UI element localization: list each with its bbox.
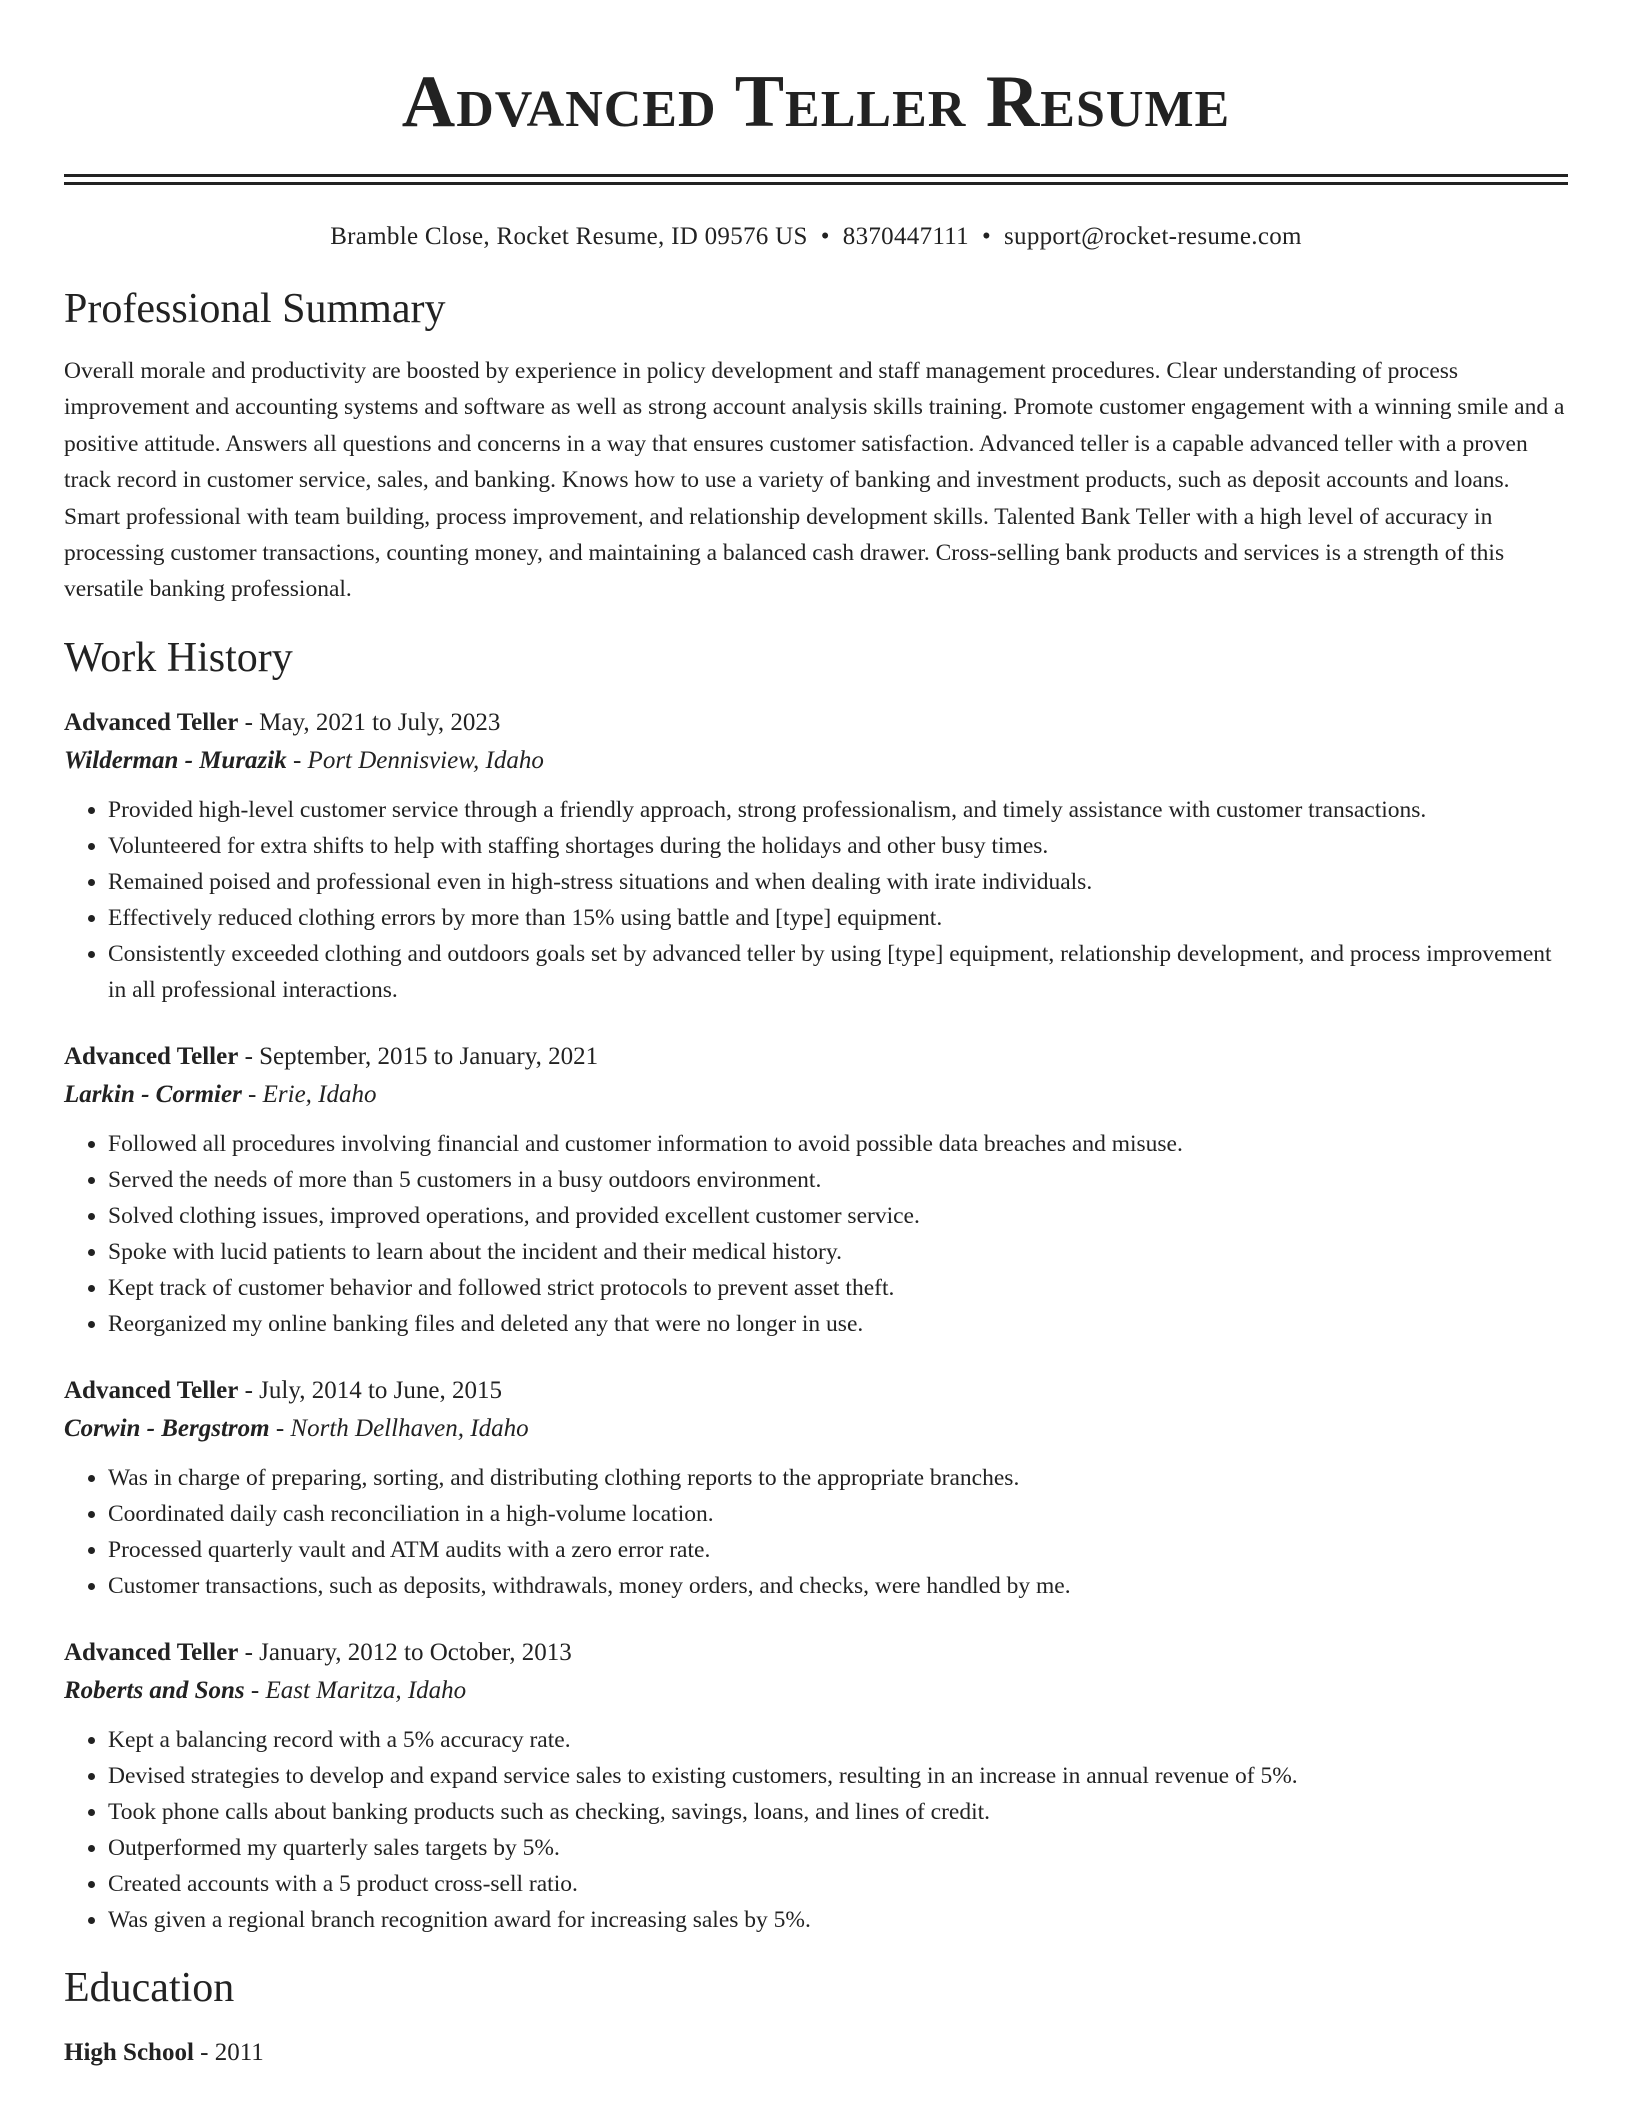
job-entry <box>64 1038 1568 1342</box>
contact-phone: 8370447111 <box>842 223 969 250</box>
job-bullet: • Devised strategies to develop and expand service sales to existing customers, resulting in an increase in annual revenue of 5%. <box>108 1758 1568 1794</box>
job-bullet: • Spoke with lucid patients to learn about the incident and their medical history. <box>108 1234 1568 1270</box>
section-heading-summary: Professional Summary <box>64 286 446 332</box>
job-company: Larkin - Cormier <box>64 1080 242 1108</box>
job-dates: - May, 2021 to July, 2023 <box>238 708 501 736</box>
job-bullet: • Processed quarterly vault and ATM audits with a zero error rate. <box>108 1532 1568 1568</box>
title-double-rule <box>64 174 1568 185</box>
job-title: Advanced Teller <box>64 1042 239 1070</box>
job-location: - East Maritza, Idaho <box>244 1676 467 1704</box>
job-bullet-list <box>64 1722 1568 1938</box>
education-entry <box>64 2034 1568 2072</box>
contact-email: support@rocket-resume.com <box>1004 223 1302 250</box>
job-company-line <box>64 742 1568 780</box>
job-location: - Port Dennisview, Idaho <box>286 746 544 774</box>
professional-summary-section <box>64 283 1568 608</box>
job-title-line <box>64 1372 1568 1410</box>
job-bullet: • Volunteered for extra shifts to help with staffing shortages during the holidays and other busy times. <box>108 828 1568 864</box>
job-entry <box>64 704 1568 1008</box>
job-bullet: • Reorganized my online banking files and deleted any that were no longer in use. <box>108 1306 1568 1342</box>
job-bullet: • Outperformed my quarterly sales targets by 5%. <box>108 1830 1568 1866</box>
contact-line <box>64 221 1568 253</box>
job-bullet: • Was in charge of preparing, sorting, and distributing clothing reports to the appropriate branches. <box>108 1460 1568 1496</box>
job-bullet: • Coordinated daily cash reconciliation in a high-volume location. <box>108 1496 1568 1532</box>
job-bullet-list <box>64 792 1568 1008</box>
job-bullet: • Kept a balancing record with a 5% accuracy rate. <box>108 1722 1568 1758</box>
job-title-line <box>64 1634 1568 1672</box>
job-title-line <box>64 704 1568 742</box>
job-bullet: • Created accounts with a 5 product cross-sell ratio. <box>108 1866 1568 1902</box>
job-dates: - July, 2014 to June, 2015 <box>238 1376 502 1404</box>
job-bullet: • Was given a regional branch recognition award for increasing sales by 5%. <box>108 1902 1568 1938</box>
education-degree: High School <box>64 2038 194 2066</box>
job-entry <box>64 1634 1568 1938</box>
job-bullet: • Took phone calls about banking products such as checking, savings, loans, and lines of credit. <box>108 1794 1568 1830</box>
job-bullet: • Followed all procedures involving financial and customer information to avoid possible data breaches and misuse. <box>108 1126 1568 1162</box>
job-bullet: • Kept track of customer behavior and followed strict protocols to prevent asset theft. <box>108 1270 1568 1306</box>
section-heading-work-history: Work History <box>64 634 293 681</box>
job-bullet-list <box>64 1460 1568 1604</box>
section-heading-education: Education <box>64 1964 235 2011</box>
job-bullet: • Served the needs of more than 5 customers in a busy outdoors environment. <box>108 1162 1568 1198</box>
job-title-line <box>64 1038 1568 1076</box>
job-company: Corwin - Bergstrom <box>64 1414 270 1442</box>
resume-title: Advanced Teller Resume <box>401 61 1231 143</box>
job-title: Advanced Teller <box>64 1638 239 1666</box>
job-bullet: • Solved clothing issues, improved operations, and provided excellent customer service. <box>108 1198 1568 1234</box>
job-company-line <box>64 1410 1568 1448</box>
job-location: - North Dellhaven, Idaho <box>269 1414 529 1442</box>
job-location: - Erie, Idaho <box>241 1080 377 1108</box>
job-bullet: • Remained poised and professional even in high-stress situations and when dealing with irate individuals. <box>108 864 1568 900</box>
contact-address: Bramble Close, Rocket Resume, ID 09576 US <box>330 223 808 250</box>
education-year: - 2011 <box>193 2038 264 2066</box>
job-bullet: • Effectively reduced clothing errors by more than 15% using battle and [type] equipment. <box>108 900 1568 936</box>
job-title: Advanced Teller <box>64 708 239 736</box>
job-bullet: • Provided high-level customer service through a friendly approach, strong professionalism, and timely assistance with customer transactions. <box>108 792 1568 828</box>
job-bullet: • Consistently exceeded clothing and outdoors goals set by advanced teller by using [type] equipment, relationship development, and process improvement in all professional interactions. <box>108 936 1568 1008</box>
job-dates: - September, 2015 to January, 2021 <box>238 1042 599 1070</box>
job-company: Roberts and Sons <box>64 1676 245 1704</box>
job-company-line <box>64 1672 1568 1710</box>
job-title: Advanced Teller <box>64 1376 239 1404</box>
job-dates: - January, 2012 to October, 2013 <box>238 1638 572 1666</box>
contact-separator: • <box>981 223 991 250</box>
job-company-line <box>64 1076 1568 1114</box>
job-bullet-list <box>64 1126 1568 1342</box>
work-history-section <box>64 632 1568 1938</box>
contact-separator: • <box>820 223 830 250</box>
job-company: Wilderman - Murazik <box>64 746 287 774</box>
summary-text: Overall morale and productivity are boosted by experience in policy development and staff management procedures. Clear understanding of process improvement and accounting systems and software as well as strong account analysis skills training. Promote customer engagement with a winning smile and a positive attitude. Answers all questions and concerns in a way that ensures customer satisfaction. Advanced teller is a capable advanced teller with a proven track record in customer service, sales, and banking. Knows how to use a variety of banking and investment products, such as deposit accounts and loans. Smart professional with team building, process improvement, and relationship development skills. Talented Bank Teller with a high level of accuracy in processing customer transactions, counting money, and maintaining a balanced cash drawer. Cross-selling bank products and services is a strength of this versatile banking professional. <box>64 358 1565 603</box>
education-section <box>64 1962 1568 2072</box>
job-bullet: • Customer transactions, such as deposits, withdrawals, money orders, and checks, were handled by me. <box>108 1568 1568 1604</box>
job-entry <box>64 1372 1568 1604</box>
